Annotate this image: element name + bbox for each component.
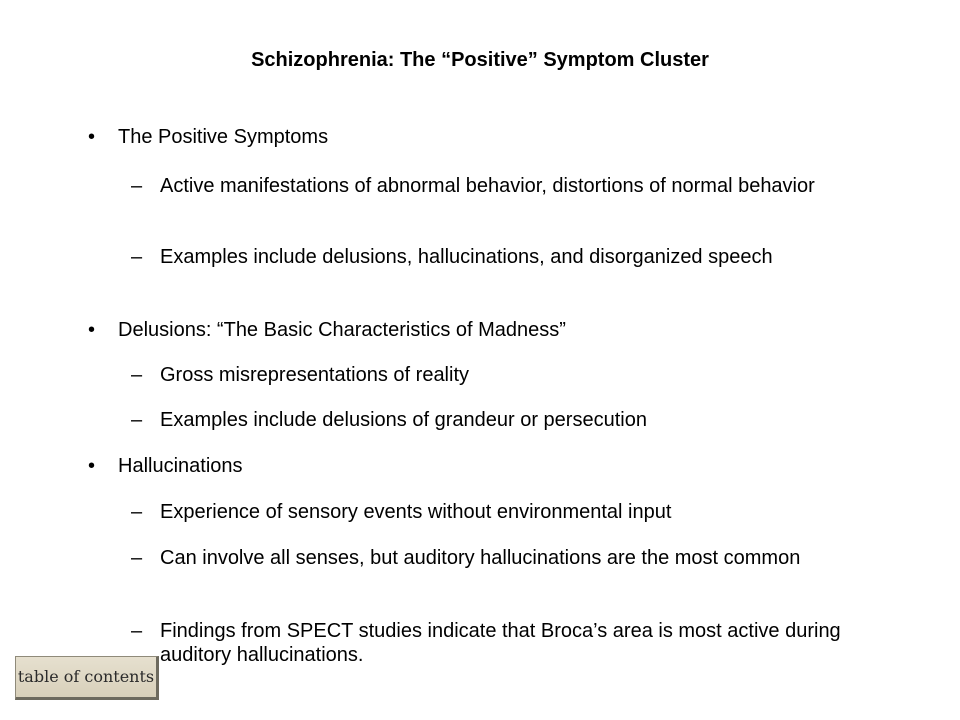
bullet-marker: •	[88, 455, 96, 477]
dash-marker: –	[131, 547, 143, 569]
subitem-sensory-events: Experience of sensory events without environmental input	[160, 501, 672, 523]
table-of-contents-label: table of contents	[17, 667, 155, 686]
bullet-marker: •	[88, 126, 96, 148]
bullet-item-positive-symptoms: The Positive Symptoms	[118, 126, 329, 148]
dash-marker: –	[131, 501, 143, 523]
subitem-spect-findings: Findings from SPECT studies indicate that Broca’s area is most active during auditory hallucinations.	[160, 620, 841, 666]
dash-marker: –	[131, 175, 143, 197]
dash-marker: –	[131, 409, 143, 431]
dash-marker: –	[131, 620, 143, 642]
dash-marker: –	[131, 246, 143, 268]
subitem-all-senses: Can involve all senses, but auditory hallucinations are the most common	[160, 547, 801, 569]
bullet-item-delusions: Delusions: “The Basic Characteristics of Madness”	[118, 319, 566, 341]
table-of-contents-button[interactable]	[15, 656, 159, 700]
dash-marker: –	[131, 364, 143, 386]
slide-title: Schizophrenia: The “Positive” Symptom Cluster	[251, 49, 709, 71]
subitem-grandeur-persecution: Examples include delusions of grandeur or persecution	[160, 409, 647, 431]
bullet-marker: •	[88, 319, 96, 341]
subitem-gross-misrepresentations: Gross misrepresentations of reality	[160, 364, 470, 386]
subitem-active-manifestations: Active manifestations of abnormal behavior, distortions of normal behavior	[160, 175, 815, 197]
bullet-item-hallucinations: Hallucinations	[118, 455, 243, 477]
subitem-examples-positive: Examples include delusions, hallucinations, and disorganized speech	[160, 246, 773, 268]
